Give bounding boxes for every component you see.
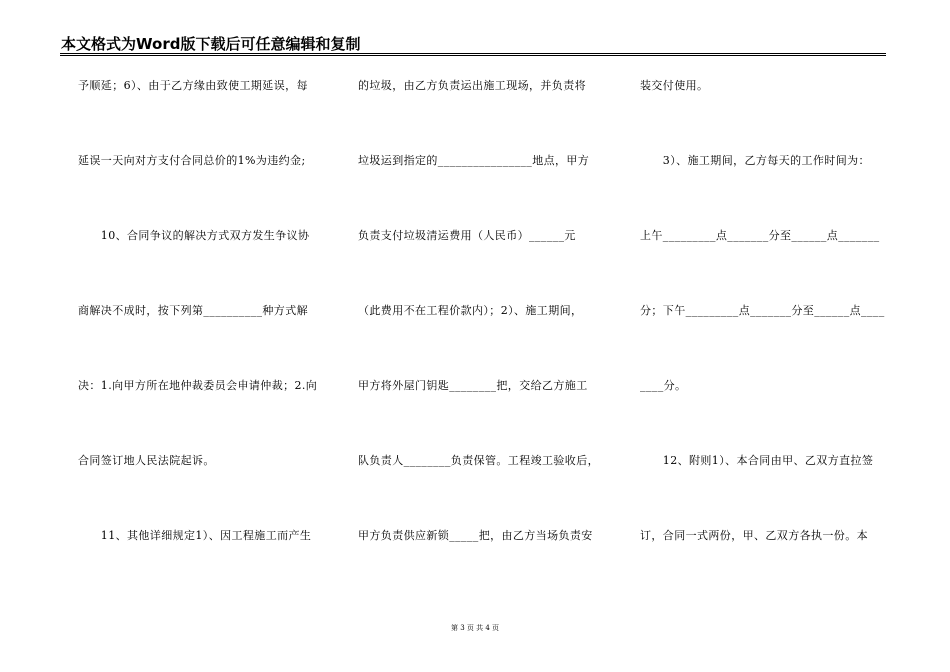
page-number: 第 3 页 共 4 页 — [450, 624, 500, 632]
text-line: 10、合同争议的解决方式双方发生争议协 — [78, 229, 310, 242]
text-line: 甲方负责供应新锁_____把，由乙方当场负责安 — [358, 529, 593, 542]
text-line: 予顺延；6）、由于乙方缘由致使工期延误，每 — [78, 79, 308, 92]
text-line: 12、附则1）、本合同由甲、乙双方直拉签 — [640, 454, 874, 467]
document-header-title: 本文格式为Word版下载后可任意编辑和复制 — [61, 35, 361, 53]
text-line: 11、其他详细规定1）、因工程施工而产生 — [78, 529, 312, 542]
text-line: 队负责人________负责保管。工程竣工验收后， — [358, 454, 599, 467]
text-line: 上午_________点_______分至______点_______ — [640, 229, 880, 242]
header-divider — [60, 53, 886, 56]
text-line: 决：1.向甲方所在地仲裁委员会申请仲裁；2.向 — [78, 379, 318, 392]
text-line: 合同签订地人民法院起诉。 — [78, 454, 215, 467]
text-line: 的垃圾，由乙方负责运出施工现场，并负责将 — [358, 79, 586, 92]
text-line: 甲方将外屋门钥匙________把，交给乙方施工 — [358, 379, 588, 392]
text-line: 商解决不成时，按下列第__________种方式解 — [78, 304, 308, 317]
text-line: 装交付使用。 — [640, 79, 709, 92]
text-line: 分；下午_________点_______分至______点____ — [640, 304, 885, 317]
text-line: 延误一天向对方支付合同总价的1%为违约金; — [78, 154, 306, 167]
text-line: 垃圾运到指定的________________地点，甲方 — [358, 154, 590, 167]
text-line: 负责支付垃圾清运费用（人民币）______元 — [358, 229, 576, 242]
text-line: 订，合同一式两份，甲、乙双方各执一份。本 — [640, 529, 868, 542]
text-line: （此费用不在工程价款内）；2）、施工期间， — [358, 304, 583, 317]
text-line: 3）、施工期间，乙方每天的工作时间为： — [640, 154, 870, 167]
text-line: ____分。 — [640, 379, 687, 392]
